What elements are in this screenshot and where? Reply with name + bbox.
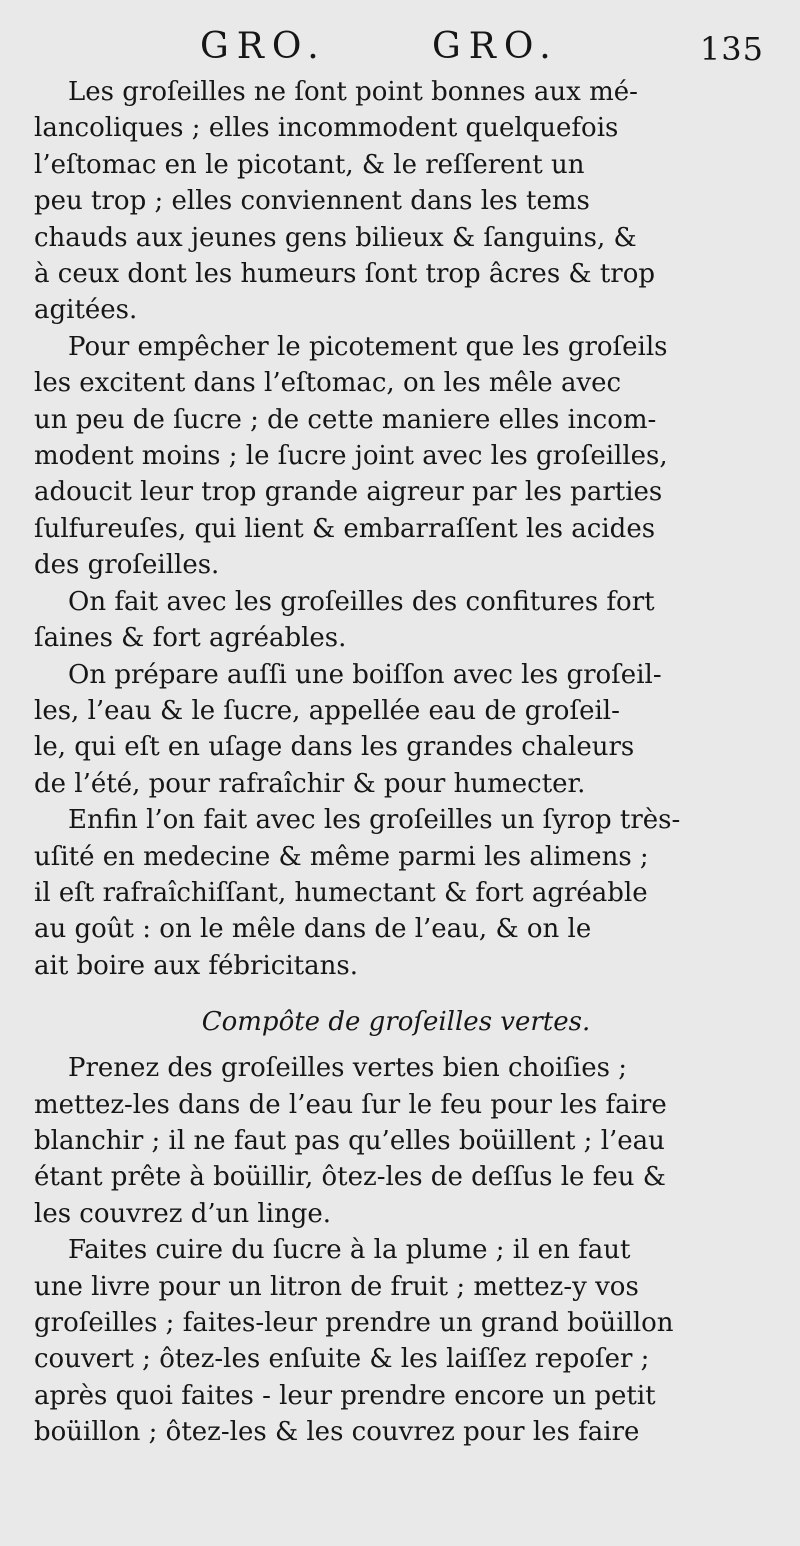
text-line: l’eſtomac en le picotant, & le reſſerent un xyxy=(34,149,585,180)
text-line: uſité en medecine & même parmi les alimens ; xyxy=(34,841,649,872)
text-line: étant prête à boüillir, ôtez-les de deſſus le feu & xyxy=(34,1162,666,1193)
text-line: à ceux dont les humeurs ſont trop âcres & trop xyxy=(34,259,656,290)
text-line: Pour empêcher le picotement que les groſeils xyxy=(68,331,668,362)
text-line: couvert ; ôtez-les enſuite & les laiſſez repoſer ; xyxy=(34,1344,650,1375)
text-line: un peu de ſucre ; de cette maniere elles incom- xyxy=(34,404,657,435)
text-line: une livre pour un litron de fruit ; mettez-y vos xyxy=(34,1271,639,1302)
text-line: agitées. xyxy=(34,295,138,326)
text-line: après quoi faites - leur prendre encore un petit xyxy=(34,1380,656,1411)
header-left-word: GRO. xyxy=(200,26,327,67)
section-paragraph-group xyxy=(34,1050,758,1450)
paragraph xyxy=(34,1232,758,1450)
text-line: ait boire aux fébricitans. xyxy=(34,950,358,981)
text-line: Les groſeilles ne ſont point bonnes aux mé- xyxy=(68,77,638,107)
text-line: Faites cuire du ſucre à la plume ; il en faut xyxy=(68,1235,631,1266)
text-line: peu trop ; elles conviennent dans les tems xyxy=(34,186,590,217)
paragraph xyxy=(34,584,758,657)
text-line: il eſt rafraîchiſſant, humectant & fort agréable xyxy=(34,877,648,908)
section-heading: Compôte de groſeilles vertes. xyxy=(201,1007,591,1038)
paragraph-group xyxy=(34,74,758,984)
text-line: Prenez des groſeilles vertes bien choiſies ; xyxy=(68,1053,627,1084)
page-number: 135 xyxy=(699,30,764,68)
text-line: les, l’eau & le ſucre, appellée eau de groſeil- xyxy=(34,695,620,726)
paragraph xyxy=(34,802,758,984)
main-text xyxy=(34,74,758,1451)
text-line: boüillon ; ôtez-les & les couvrez pour les faire xyxy=(34,1417,640,1448)
text-line: Enfin l’on fait avec les groſeilles un ſyrop très- xyxy=(68,805,681,836)
text-line: au goût : on le mêle dans de l’eau, & on le xyxy=(34,914,592,945)
text-line: groſeilles ; faites-leur prendre un grand boüillon xyxy=(34,1308,674,1338)
text-line: les excitent dans l’eſtomac, on les mêle avec xyxy=(34,368,622,399)
text-line: de l’été, pour rafraîchir & pour humecter. xyxy=(34,768,586,799)
text-line: adoucit leur trop grande aigreur par les parties xyxy=(34,477,663,508)
text-line: des groſeilles. xyxy=(34,550,220,581)
text-line: lancoliques ; elles incommodent quelquefois xyxy=(34,113,619,144)
text-line: On prépare auſſi une boiſſon avec les groſeil- xyxy=(68,659,662,690)
text-line: ſaines & fort agréables. xyxy=(34,623,347,654)
text-line: mettez-les dans de l’eau ſur le feu pour les faire xyxy=(34,1089,667,1120)
text-line: blanchir ; il ne faut pas qu’elles boüillent ; l’eau xyxy=(34,1125,665,1156)
text-line: le, qui eſt en uſage dans les grandes chaleurs xyxy=(34,732,635,763)
text-line: les couvrez d’un linge. xyxy=(34,1198,332,1229)
text-line: chauds aux jeunes gens bilieux & ſanguins, & xyxy=(34,222,637,253)
text-line: ſulfureuſes, qui lient & embarraſſent les acides xyxy=(34,513,656,544)
paragraph xyxy=(34,329,758,584)
running-header xyxy=(34,26,764,74)
text-line: modent moins ; le ſucre joint avec les groſeilles, xyxy=(34,441,668,472)
text-line: On fait avec les groſeilles des confitures fort xyxy=(68,586,655,617)
paragraph xyxy=(34,74,758,329)
header-right-word: GRO. xyxy=(432,26,559,67)
paragraph xyxy=(34,657,758,803)
paragraph xyxy=(34,1050,758,1232)
